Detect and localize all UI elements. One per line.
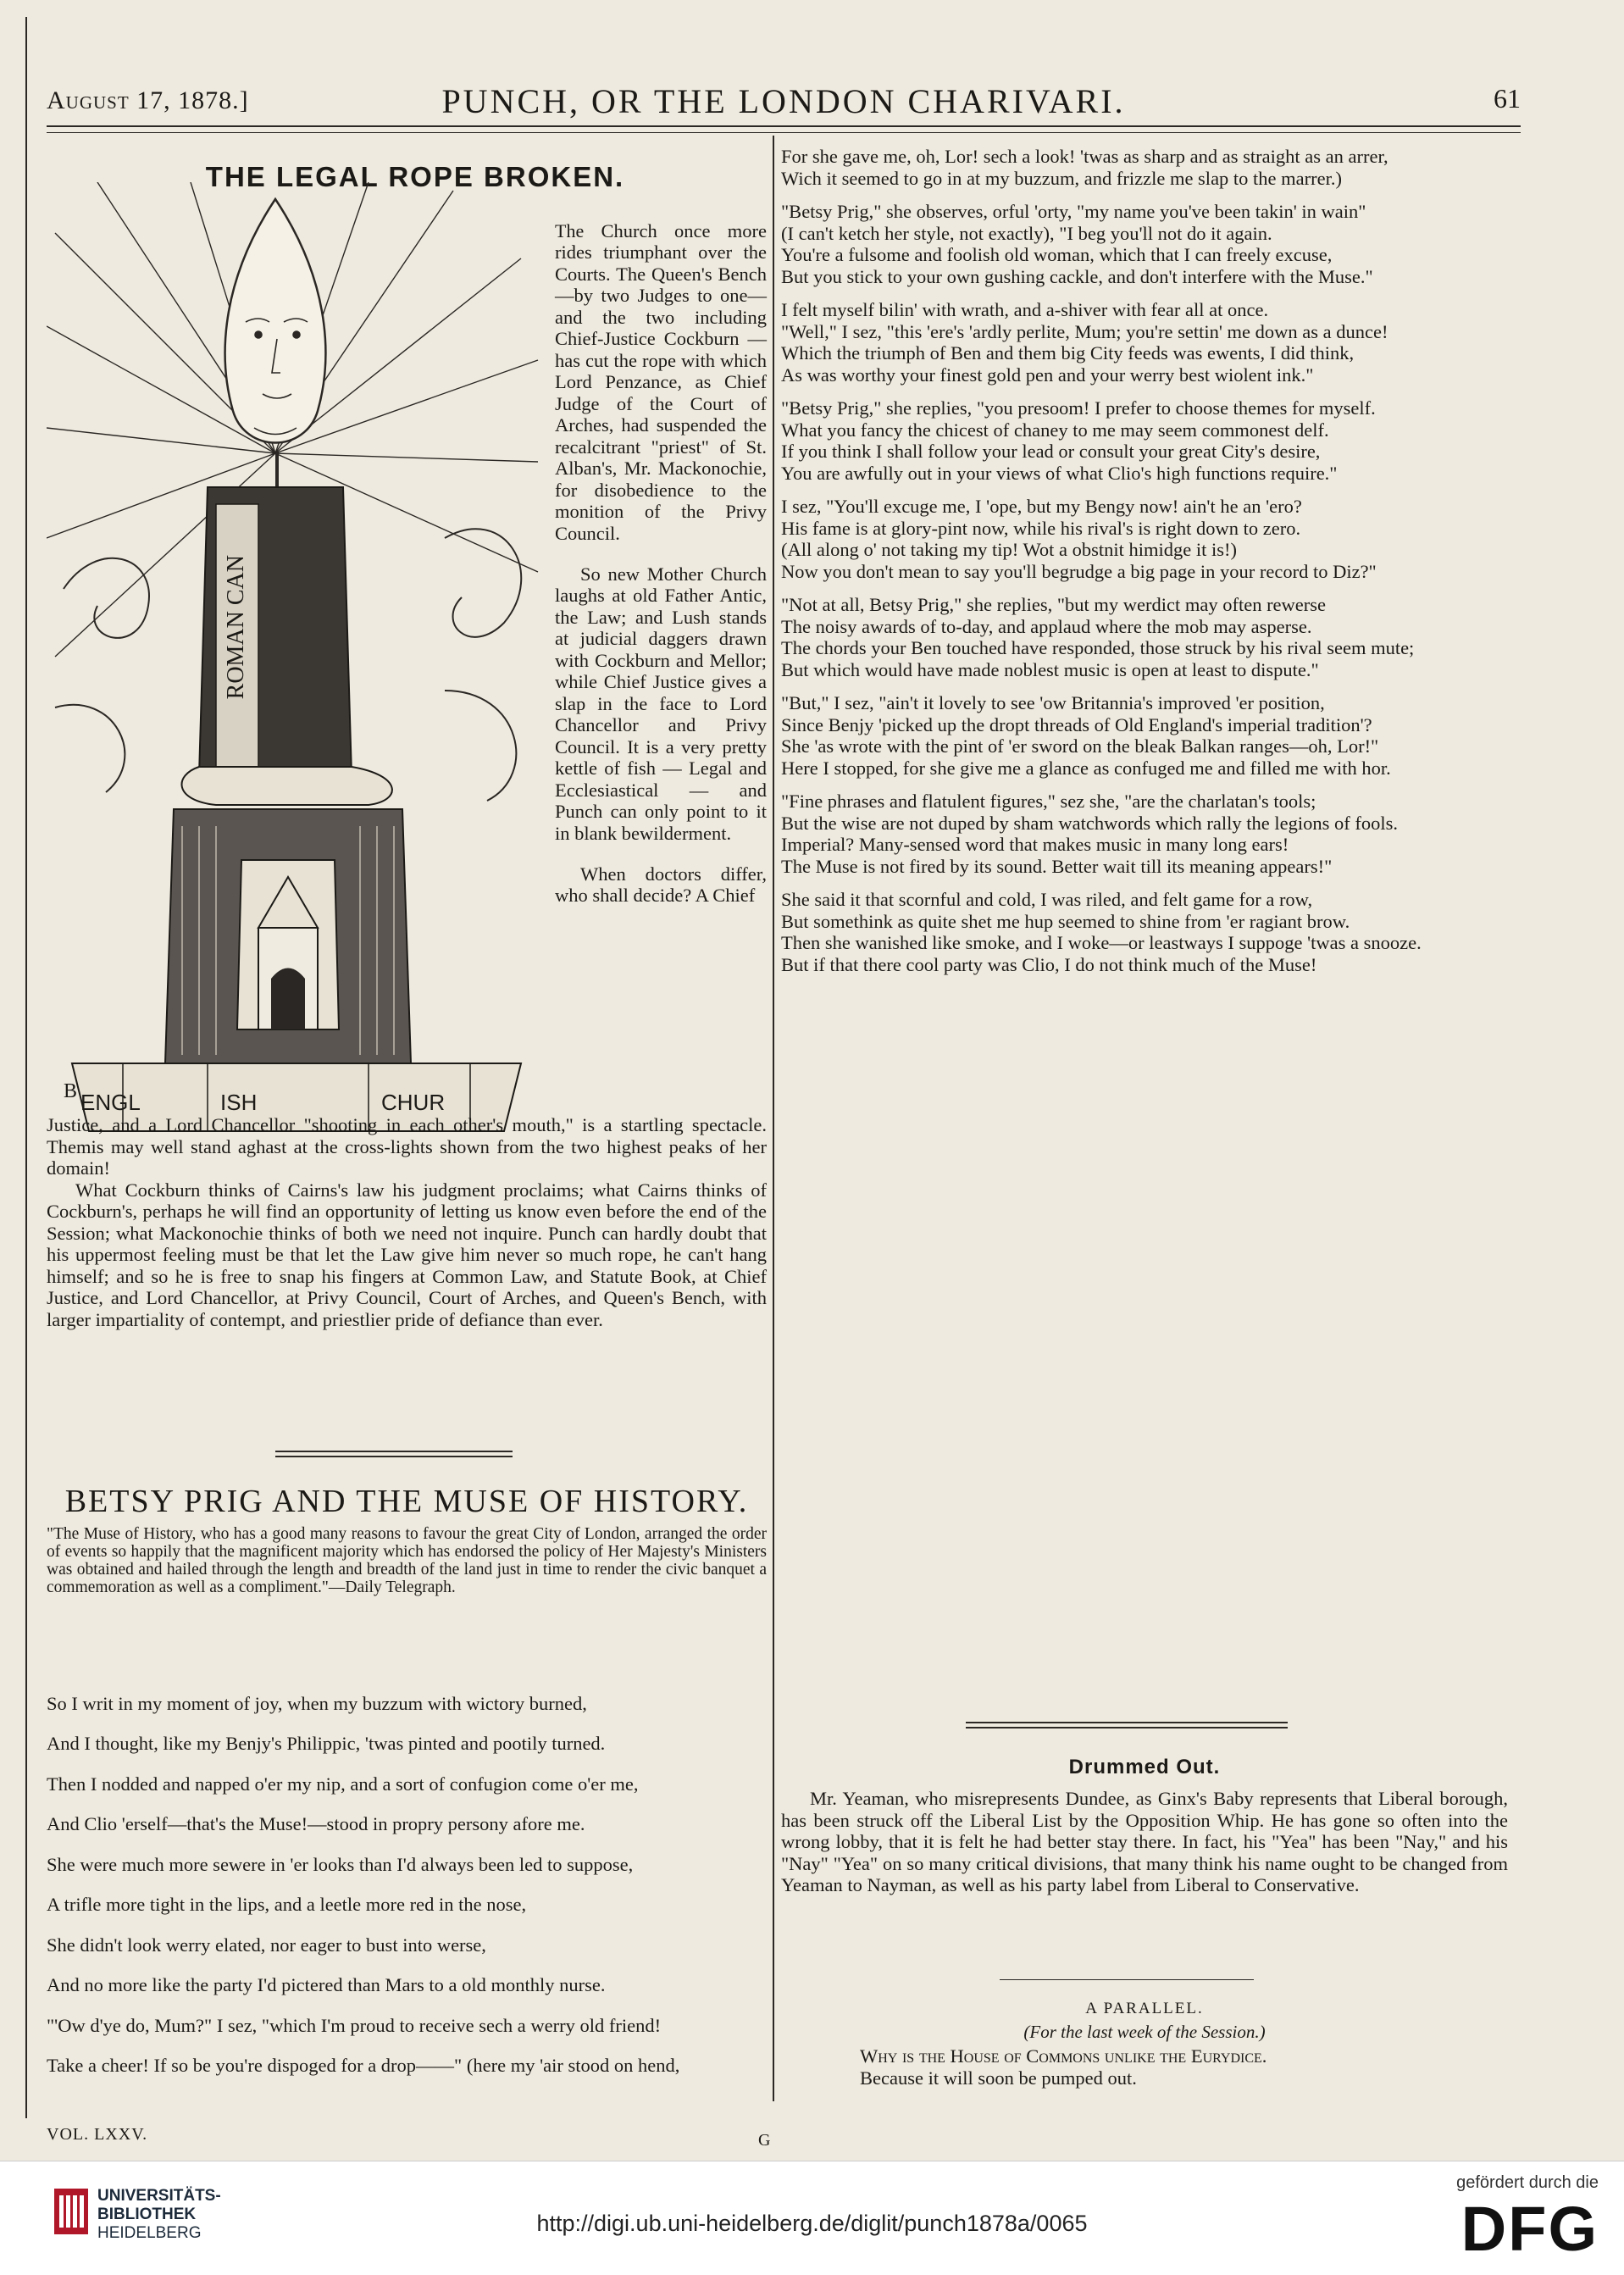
drummed-out-title: Drummed Out.: [1068, 1756, 1221, 1778]
legal-wrap-text: [555, 201, 767, 925]
header-rule: [47, 132, 1521, 133]
parallel-title: A PARALLEL.: [1085, 2000, 1204, 2017]
section-separator: [275, 1451, 513, 1452]
university-library-name[interactable]: UNIVERSITÄTS- BIBLIOTHEK HEIDELBERG: [97, 2187, 221, 2242]
parallel-joke: [860, 2045, 1504, 2089]
masthead: PUNCH, OR THE LONDON CHARIVARI.: [441, 82, 1126, 120]
poem-stanza: "But," I sez, "ain't it lovely to see 'ow Britannia's improved 'er position, Since Benjy 'picked up the dropt threads of Old England's imperial tradition'? She 'as wrote with the pint of 'er sword on the bleak Balkan ranges—oh, Lor!" Here I stopped, for she give me a glance as confuged me and filled me with hor.: [781, 692, 1391, 779]
betsy-article-title: BETSY PRIG AND THE MUSE OF HISTORY.: [64, 1484, 749, 1519]
poem-stanza: She said it that scornful and cold, I was riled, and felt game for a row, But somethink as quite shet me hup seemed to shine from 'er ragiant brow. Then she wanished like smoke, and I woke—or leastways I suppoge 'twas a snooze. But if that there cool party was Clio, I do not think much of the Muse!: [781, 889, 1422, 975]
parallel-answer: Because it will soon be pumped out.: [860, 2067, 1137, 2089]
section-separator: [275, 1456, 513, 1457]
poem-stanza: She were much more sewere in 'er looks than I'd always been led to suppose, A trifle more tight in the lips, and a leetle more red in the nose, She didn't look werry elated, nor eager to bust into werse, And no more like the party I'd pictered than Mars to a old monthly nurse.: [47, 1853, 634, 1995]
legal-paragraph-3: When doctors differ, who shall decide? A Chief: [555, 863, 767, 906]
page-header: [47, 75, 1521, 127]
legal-paragraph-2: So new Mother Church laughs at old Father Antic, the Law; and Lush stands at judicial daggers drawn with Cockburn and Mellor; while Chief Justice gives a slap in the face to Lord Chancellor and Privy Council. It is a very pretty kettle of fish — Legal and Ecclesiastical — and Punch can only point to it in blank bewilderment.: [555, 563, 767, 844]
poem-stanza: "'Ow d'ye do, Mum?" I sez, "which I'm proud to receive sech a werry old friend! Take a cheer! If so be you're dispoged for a drop——" (here my 'air stood on hend,: [47, 2014, 680, 2076]
section-separator: [966, 1722, 1288, 1723]
poem-stanza: "Betsy Prig," she observes, orful 'orty, "my name you've been takin' in wain" (I can't ketch her style, not exactly), "I beg you'll not do it again. You're a fulsome and foolish old woman, which that I can freely excuse, But you stick to your own gushing cackle, and don't interfere with the Muse.": [781, 201, 1373, 287]
volume-label: VOL. LXXV.: [47, 2125, 148, 2144]
cartoon-illustration: [47, 182, 546, 1190]
candle-label: ROMAN CAN: [223, 555, 249, 700]
dropcap: The: [555, 219, 585, 241]
poem-stanza: "Not at all, Betsy Prig," she replies, "but my werdict may often rewerse The noisy awards of to-day, and applaud where the mob may asperse. The chords your Ben touched have responded, those struck by his rival seem mute; But which would have made noblest music is open at least to dispute.": [781, 594, 1415, 680]
issue-date: August 17, 1878.]: [47, 86, 249, 114]
legal-paragraph-4: Justice, and a Lord Chancellor "shooting in each other's mouth," is a startling spectacle. Themis may well stand aghast at the cross-lights shown from the two highest peaks of her domain!: [47, 1114, 767, 1179]
artist-signature: B: [64, 1080, 78, 1102]
page-frame-line: [25, 17, 27, 2118]
drummed-out-text: Mr. Yeaman, who misrepresents Dundee, as Ginx's Baby represents that Liberal borough, has been struck off the Liberal List by the Opposition Whip. He has gone so often into the wrong lobby, that it is felt he had better stay there. In fact, his "Yea" has been "Nay," and his "Nay" "Yea" on so many critical divisions, that many think his name ought to be changed from Yeaman to Nayman, as well as his party label from Liberal to Conservative.: [781, 1788, 1508, 1895]
poem-stanza: For she gave me, oh, Lor! sech a look! 'twas as sharp and as straight as an arrer, Wich it seemed to go in at my buzzum, and frizzle me slap to the marrer.): [781, 146, 1388, 189]
legal-paragraph-1: The Church once more rides triumphant over the Courts. The Queen's Bench —by two Judges to one—and the two including Chief-Justice Cockburn —has cut the rope with which Lord Penzance, as Chief Judge of the Court of Arches, had suspended the recalcitrant "priest" of St. Alban's, Mr. Mackonochie, for disobedience to the monition of the Privy Council.: [555, 219, 767, 544]
page-number: 61: [1494, 83, 1521, 114]
viewer-footer-bar: [0, 2161, 1624, 2275]
poem-stanza: "Betsy Prig," she replies, "you presoom! I prefer to choose themes for myself. What you fancy the chicest of chaney to me may seem commonest delf. If you think I shall follow your lead or consult your great City's desire, You are awfully out in your views of what Clio's high functions require.": [781, 397, 1376, 484]
poem-left-column: [47, 1673, 767, 2095]
permalink-url[interactable]: http://digi.ub.uni-heidelberg.de/diglit/punch1878a/0065: [536, 2211, 1088, 2236]
fence-label-1: ENGL: [80, 1090, 141, 1115]
epigraph: "The Muse of History, who has a good many reasons to favour the great City of London, arranged the order of events so happily that the magnificent majority which has endorsed the policy of Her Majesty's Ministers was obtained and hailed through the length and breadth of the land just in time to render the civic banquet a commemoration as well as a compliment."—Daily Telegraph.: [47, 1525, 767, 1596]
parallel-subtitle: (For the last week of the Session.): [1023, 2022, 1266, 2042]
poem-stanza: I sez, "You'll excuge me, I 'ope, but my Bengy now! ain't he an 'ero? His fame is at glory-pint now, while his rival's is right down to zero. (All along o' not taking my tip! Wot a obstnit himidge it is!) Now you don't mean to say you'll begrudge a big page in your record to Diz?": [781, 496, 1377, 582]
fence-label-2: ISH: [220, 1090, 258, 1115]
legal-paragraph-5: What Cockburn thinks of Cairns's law his judgment proclaims; what Cairns thinks of Cockburn's, perhaps he will find an opportunity of letting us know even before the end of the Session; what Mackonochie thinks of both we need not inquire. Punch can hardly doubt that his uppermost feeling must be that let the Law give him never so much rope, he can't hang himself; and so he is free to snap his fingers at Common Law, and Statute Book, at Chief Justice, and Lord Chancellor, at Privy Council, Court of Arches, and Queen's Bench, with larger impartiality of contempt, and priestlier pride of defiance than ever.: [47, 1179, 767, 1330]
poem-stanza: I felt myself bilin' with wrath, and a-shiver with fear all at once. "Well," I sez, "this 'ere's 'ardly perlite, Mum; you're settin' me down as a dunce! Which the triumph of Ben and them big City feeds was ewents, I did think, As was worthy your finest gold pen and your werry best wiolent ink.": [781, 299, 1388, 386]
poem-stanza: So I writ in my moment of joy, when my buzzum with wictory burned, And I thought, like my Benjy's Philippic, 'twas pinted and pootily turned. Then I nodded and napped o'er my nip, and a sort of confugion come o'er me, And Clio 'erself—that's the Muse!—stood in propry persony afore me.: [47, 1692, 639, 1834]
legal-article-title: THE LEGAL ROPE BROKEN.: [205, 161, 625, 192]
parallel-question: Why is the House of Commons unlike the Eurydice.: [860, 2045, 1267, 2067]
column-divider: [773, 136, 774, 2101]
poem-right-column: [781, 146, 1508, 987]
fence-label-3: CHUR: [381, 1090, 446, 1115]
section-separator: [966, 1727, 1288, 1728]
funding-label: gefördert durch die: [1456, 2173, 1599, 2192]
poem-stanza: "Fine phrases and flatulent figures," sez she, "are the charlatan's tools; But the wise are not duped by sham watchwords which rally the legions of fools. Imperial? Many-sensed word that makes music in many long ears! The Muse is not fired by its sound. Better wait till its meaning appears!": [781, 791, 1398, 877]
legal-full-text: [47, 1114, 767, 1330]
section-separator: [1000, 1979, 1254, 1980]
signature-mark: G: [758, 2131, 771, 2150]
dfg-logo[interactable]: DFG: [1460, 2194, 1599, 2264]
